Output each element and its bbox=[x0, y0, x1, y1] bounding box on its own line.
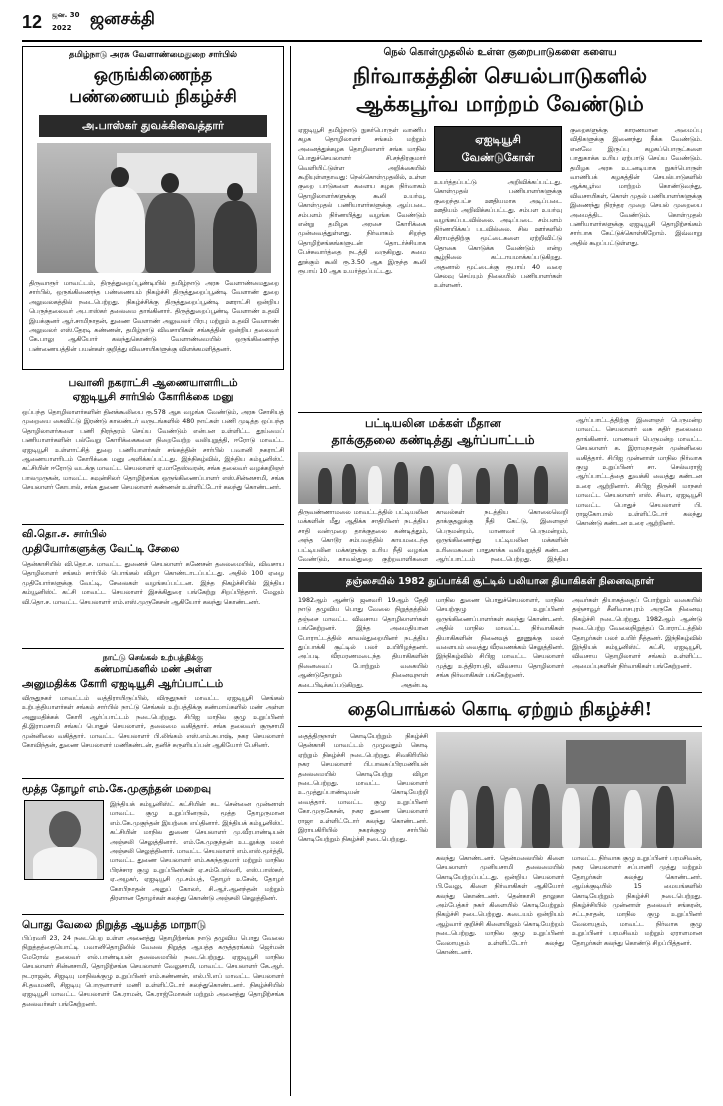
masthead-rule bbox=[22, 40, 702, 42]
left-divider-1 bbox=[22, 524, 284, 525]
gathering-8 bbox=[656, 786, 674, 848]
brick-headline: அனுமதிக்க கோரி ஏஐடியூசி ஆர்ப்பாட்டம் bbox=[22, 678, 224, 690]
right-divider-2 bbox=[298, 568, 702, 569]
lead-headline-1: நிர்வாகத்தின் செயல்பாடுகளில் bbox=[352, 63, 648, 88]
protester-8 bbox=[504, 464, 518, 504]
protest-headline-1: பட்டியலின மக்கள் மீதான bbox=[365, 416, 501, 430]
memorial-col-2: மாநில துணை பொதுச்செயலாளர், மாநில செயற்குழு உறுப்பினர் ஒருங்கிணைப்பாளர்கள் கலந்து கொண்டனர். அதில் மாநில மாவட்ட நிர்வாகிகள் தியாகிகளின் நினைவுத் தூணுக்கு மலர் வளையம் வைத்து வீரவணக்கம் செலுத்தினர். இந்நிகழ்வில் சிபிஐ மாவட்ட செயலாளர் முத்து உத்திராபதி, விவசாய தொழிலாளர் சங்க நிர்வாகிகள் பங்கேற்றனர். bbox=[436, 597, 564, 680]
gathering-5 bbox=[562, 788, 580, 848]
pongal-photo-building bbox=[566, 740, 686, 784]
memorial-col-1: 1982ஆம் ஆண்டு ஜனவரி 19ஆம் தேதி நாடு தழுவிய பொது வேலை நிறுத்தத்தில் தஞ்சை மாவட்ட விவசாய தொழிலாளர்கள் பங்கேற்றனர். இந்த அமைதியான போராட்டத்தில் காவல்துறையினர் நடத்திய துப்பாக்கி சூட்டில் பலர் உயிரிழந்தனர். அப்படி வீரமரணமடைந்த தியாகிகளின் நினைவைப் போற்றும் வகையில் ஆண்டுதோறும் நினைவுநாள் கடைபிடிக்கப்படுகிறது. அதன்படி bbox=[298, 597, 428, 688]
protester-7 bbox=[476, 468, 490, 504]
brick-body: விருதுநகர் மாவட்டம் வத்திராயிருப்பில், விருதுநகர் மாவட்ட ஏஐடியூசி செங்கல் உற்பத்தியாளர்கள் சங்கம் சார்பில் நாட்டு செங்கல் உற்பத்திக்கு கண்மாய்களில் மண் அள்ள அனுமதிக்கக் கோரி ஆர்ப்பாட்டம் நடைபெற்றது. சிபிஐ மாநில குழு உறுப்பினர் தி.இராமசாமி சங்கப் பொதுச் செயலாளர், தலைமை வகித்தார். சங்க தலைவர் குருசாமி முன்னிலை வகித்தார். மாவட்ட செயலாளர் பி.லிங்கம் எஸ்.எம்.சுபாஷ், நகர செயலாளர் கோவிந்தன், துணை செயலாளர் மணிகண்டன், தனிச் சுருளியப்பன் ஆகியோர் பேசினர். bbox=[22, 695, 284, 750]
protester-6 bbox=[448, 464, 462, 504]
date-line-2: 2022 bbox=[52, 24, 72, 32]
lead-col-1: ஏஐடியூசி தமிழ்நாடு நுகர்பொருள் வாணிப கழக தொழிலாளர் சங்கம் மற்றும் அனைத்துக்கழக தொழிலாளர் சங்க மாநில பொதுச்செயலாளர் சி.சந்திரகுமார் வெளியிட்டுள்ள அறிக்கையில் கூறியுள்ளதாவது: நெல்கொள்முதலில், உள்ள குறை பாடுகளை களைய கழக நிர்வாகம் தொழிலாளர்களுக்கு கூலி உயர்வு, கொள்முதல் பணியாளர்களுக்கு ஆய்படை சம்பளம் நிர்ணயித்து வழங்க வேண்டும் என்று தமிழக அரசை கோரிக்கை முன்வைத்துள்ளது. நிர்வாகம் சிறந்த தொழிற்சங்கங்களுடன் தொடர்ச்சியாக பேச்சுவார்த்தை நடத்தி வருகிறது. சுமை தூக்கும் கூலி ரூ.3.50 ஆக இருந்த கூலி ரூபாய் 10 ஆக உயர்த்தப்பட்டது. bbox=[298, 127, 426, 276]
right-divider-3 bbox=[298, 692, 702, 693]
bhavani-body: ஒப்பந்த தொழிலாளர்களின் தினக்கூலியை ரூ.578 ஆக வழங்க வேண்டும், அரசு சோசியத் முறையை கைவிட்டு இரண்டு காலண்டர் வருடங்களில் 480 நாட்கள் பணி முடித்த ஒப்பந்த தொழிலாளர்களை பணி நிரந்தரம் செய்ய வேண்டும் என்பன உள்ளிட்ட தூய்மைப் பணியாளர்களின் பல்வேறு கோரிக்கைகளை நிறைவேற்ற வலியுறுத்தி, ஈரோடு மாவட்ட ஏஐடியூசி உள்ளாட்சித் துறை பணியாளர்கள் சங்கத்தின் சார்பில் பவானி நகராட்சி ஆணையாளரிடம் கோரிக்கை மனு அளிக்கப்பட்டது. இந்நிகழ்வில், இந்திய கம்யூனிஸ்ட் கட்சியின் ஈரோடு வடக்கு மாவட்ட செயலாளர் ஏ.மாதேஸ்வரன், சங்க தலைவர் வழக்கறிஞர் பாலமுருகன், மாவட்ட கவுன்சிலர் தொழிற்சங்க ஒருங்கிணைப்பாளர் எஸ்.சின்னசாமி, சங்க செயலாளர் கோபால், சங்க துணை செயலாளர் கண்ணன் உள்ளிட்டோர் கலந்து கொண்டனர். bbox=[22, 409, 284, 492]
lead-side-box bbox=[434, 126, 562, 172]
masthead bbox=[22, 8, 702, 40]
pongal-photo bbox=[436, 732, 702, 848]
memorial-col-3: அவர்கள் தியாகத்தைப் போற்றும் வகையில் தஞ்சாவூர் சீனிவாசபுரம் அருகே நினைவு நிகழ்ச்சி நடைபெற்றது. 1982ஆம் ஆண்டு நடைபெற்ற வேலைநிறுத்தப் போராட்டத்தில் தோழர்கள் பலர் உயிர் நீத்தனர். இந்நிகழ்வில் இந்தியக் கம்யூனிஸ்ட் கட்சி, ஏஐடியூசி, விவசாய தொழிலாளர் சங்கம் உள்ளிட்ட அமைப்புகளின் நிர்வாகிகள் பங்கேற்றனர். bbox=[572, 597, 702, 670]
veshti-body: தென்காசியில் வி.தொ.ச. மாவட்ட துணைச் செயலாளர் கணேசன் தலைமையில், விவசாய தொழிலாளர் சங்கம் சார்பில் பொங்கல் விழா கொண்டாடப்பட்டது. அதில் 100 ஏழை முதியோர்களுக்கு வேட்டி, சேலைகள் வழங்கப்பட்டன. இந்த நிகழ்ச்சியில் இந்திய கம்யூனிஸ்ட் கட்சி மாவட்ட செயலாளர் இசக்கிதுரை பங்கேற்று சிறப்பித்தார். மேலும் வி.தொ.ச. மாவட்ட செயலாளர் எம்.எஸ்.முருகேசன் ஆகியோர் கலந்து கொண்டனர். bbox=[22, 561, 284, 606]
lead-article bbox=[298, 46, 702, 410]
left-divider-2 bbox=[22, 648, 284, 649]
protest-col-1: திருவண்ணாமலை மாவட்டத்தில் பட்டியலின மக்களின் மீது ஆதிக்க சாதியினர் நடத்திய சாதி வன்முறை தாக்குதலை கண்டித்தும், அந்த கொடூர சம்பவத்தில் காயமடைந்த பட்டியலின மக்களுக்கு உரிய நீதி வழங்க வேண்டும், காவல்துறை குற்றவாளிகளை bbox=[298, 509, 428, 564]
gathering-6 bbox=[592, 786, 610, 848]
lead-side-box-line-2: வேண்டுகோள் bbox=[461, 151, 535, 164]
person-1-head bbox=[111, 167, 129, 187]
veshti-headline-1: வி.தொ.ச. சார்பில் bbox=[22, 529, 107, 540]
lead-side-box-line-1: ஏஐடியூசி bbox=[475, 133, 521, 146]
pongal-headline: தைபொங்கல் கொடி ஏற்றும் நிகழ்ச்சி! bbox=[347, 699, 653, 720]
person-3-head bbox=[227, 183, 243, 201]
memorial-headline: தஞ்சையில் 1982 துப்பாக்கி சூட்டில் பலியான தியாகிகள் நினைவுநாள் bbox=[298, 572, 702, 592]
right-divider-1 bbox=[298, 412, 702, 413]
pongal-col-1: தைத்திருநாள் கொடியேற்றும் நிகழ்ச்சி தென்காசி மாவட்டம் முழுவதும் கொடி ஏற்றும் நிகழ்ச்சி நடைபெற்றது. சிவகிரியில் நகர செயலாளர் பி.பாலசுப்பிரமணியன் தலைமையில் கொடியேற்று விழா நடைபெற்றது. மாவட்ட செயலாளர் உ.முத்துப்பாண்டியன் கொடியேற்றி வைத்தார். மாவட்ட குழு உறுப்பினர் கோ.முருகேசன், நகர துணை செயலாளர் ராஜா உள்ளிட்டோர் கலந்து கொண்டனர். இராயகிரியில் நகரக்குழு சார்பில் கொடியேற்றும் நிகழ்ச்சி நடைபெற்றது. bbox=[298, 733, 428, 844]
obituary-body: இந்தியக் கம்யூனிஸ்ட் கட்சியின் கட சென்னை முன்னாள் மாவட்ட குழு உறுப்பினரும், மூத்த தோழருமான எம்.கே.முகுந்தன் இயற்கை எய்தினார். இந்தியக் கம்யூனிஸ்ட் கட்சியின் மாநில துணை செயலாளர் மு.வீரபாண்டியன் அஞ்சலி செலுத்தினார். எம்.கே.முகுந்தன் உடலுக்கு மலர் அஞ்சலி செலுத்தினார். மாவட்ட செயலாளர் எம்.எஸ்.மூர்த்தி, மாவட்ட துணை செயலாளர் எம்.சுகந்தகுமார் மற்றும் மாநில பிரச்சார குழு உறுப்பினர்கள் ஏ.சம்பேஸ்வரி, எஸ்.பாஸ்கர், ஏ.அழகர், ஏஐடியூசி மு.சம்பத், தோழர் உசேன், தோழர் கோபிநாதன் அனுப் கோலர், சி.ஆர்.ஆனந்தன் மற்றும் திரளான தோழர்கள் கலந்து கொண்டு அஞ்சலி செலுத்தினர். bbox=[110, 801, 284, 903]
brick-kicker-1: நாட்டு செங்கல் உற்பத்திக்கு bbox=[102, 653, 204, 662]
left-column bbox=[22, 46, 284, 1096]
person-3 bbox=[213, 201, 257, 273]
memorial-article bbox=[298, 572, 702, 690]
farming-photo bbox=[37, 143, 271, 273]
person-2 bbox=[145, 193, 195, 273]
protester-3 bbox=[368, 466, 382, 504]
left-divider-3 bbox=[22, 778, 284, 779]
obituary-headline: மூத்த தோழர் எம்.கே.முகுந்தன் மறைவு bbox=[22, 783, 212, 795]
date-line-1: ஜன. 30 bbox=[52, 11, 80, 19]
lead-headline-2: ஆக்கபூர்வ மாற்றம் வேண்டும் bbox=[356, 91, 644, 116]
column-divider bbox=[290, 46, 291, 1096]
protester-9 bbox=[534, 466, 548, 504]
protester-4 bbox=[394, 462, 408, 504]
gathering-3 bbox=[504, 788, 522, 848]
pongal-headline-rule bbox=[298, 726, 702, 727]
strike-headline: பொது வேலை நிறுத்த ஆயத்த மாநாடு bbox=[22, 919, 206, 931]
protester-1 bbox=[318, 468, 332, 504]
protest-col-2: காவல்கள் நடத்திய கொலைவெறி தாக்குதலுக்கு நீதி கேட்டு, இளைஞர் பெருமன்றம், மாணவர் பெருமன்றம், ஒருங்கிணைந்து பட்டியலின மக்களின் உரிமைகளை பாதுகாக்க வலியுறுத்தி கண்டன ஆர்ப்பாட்டம் நடைபெற்றது. இந்திய bbox=[436, 509, 568, 564]
farming-headline-2: பண்ணையம் நிகழ்ச்சி bbox=[69, 87, 237, 107]
pongal-col-2: கலந்து கொண்டனர். தென்மலையில் கிளை செயலாளர் முனியசாமி தலைமையில் கொடியேற்றப்பட்டது. ஒன்றிய செயலாளர் பி.வேலு, கிளை நிர்வாகிகள் ஆகியோர் கலந்து கொண்டனர். தென்காசி தாலுகா அம்பேத்கர் நகர் கிளையில் கொடியேற்றும் நிகழ்ச்சி நடைபெற்றது. கடையம் ஒன்றியம் ஆழ்வார் குறிச்சி கிளையிலும் கொடியேற்றம் நடைபெற்றது. மாநில குழு உறுப்பினர் வேலாயுதம் உள்ளிட்டோர் கலந்து கொண்டனர். bbox=[436, 855, 564, 957]
protester-2 bbox=[342, 464, 356, 504]
protest-col-3: ஆர்ப்பாட்டத்திற்கு இளைஞர் பெருமன்ற மாவட்ட செயலாளர் வசு கதிர் தலைமை தாங்கினார். மாணவர் பெருமன்ற மாவட்ட செயலாளர் க. இராமநாதன் முன்னிலை வகித்தார். சிபிஐ முன்னாள் மாநில நிர்வாக குழு உறுப்பினர் சா. செல்வராஜ் ஆர்ப்பாட்டத்தை துவக்கி வைத்து கண்டன உரை ஆற்றினார். சிபிஐ திருச்சி மாநகர் மாவட்ட செயலாளர் எஸ். சிவா, ஏஐடியூசி மாவட்ட பொதுச் செயலாளர் பி. ராஜகோபால் உள்ளிட்டோர் கலந்து கொண்டு கண்டன உரை ஆற்றினர். bbox=[576, 417, 702, 528]
lead-col-2: உயர்த்தப்பட்டு அறிவிக்கப்பட்டது. கொள்முதல் பணியாளர்களுக்கு குறைந்தபட்ச ஊதியமாக அடிப்படை ஊதியம் அறிவிக்கப்பட்டது. சம்பள உயர்வு வழங்கப்படவில்லை. அடிப்படை சம்பளம் நிர்ணயிக்கப் படவில்லை. சில ஊர்களில் கிராமத்திற்கு மூட்டைகளை ஏற்றிவிட்டு தொகை கொடுக்க வேண்டும் என்ற சூழ்நிலை கட்டாயமாக்கப்படுகிறது. அதனால் மூட்டைக்கு ரூபாய் 40 வரை செலவு செய்யும் நிலையில் பணியாளர்கள் உள்ளனர். bbox=[434, 179, 562, 290]
veshti-headline-2: முதியோர்களுக்கு வேட்டி சேலை bbox=[22, 543, 180, 555]
pongal-col-3: மாவட்ட நிர்வாக குழு உறுப்பினர் பரமசிவன், நகர செயலாளர் சப்பாணி முத்து மற்றும் தோழர்கள் கலந்து கொண்டனர். ஆய்க்குடியில் 15 மையங்களில் கொடியேற்றும் நிகழ்ச்சி நடைபெற்றது. நிகழ்ச்சியில் முன்னாள் தலைவர் சங்கரன், சட்டநாதன், மாநில குழு உறுப்பினர் வேலாயுதம், மாவட்ட நிர்வாக குழு உறுப்பினர் பரமசிவம் மற்றும் ஏராளமான தோழர்கள் கலந்து கொண்டு சிறப்பித்தனர். bbox=[572, 855, 702, 947]
protester-5 bbox=[420, 466, 434, 504]
person-1 bbox=[95, 187, 145, 273]
protest-headline-2: தாக்குதலை கண்டித்து ஆர்ப்பாட்டம் bbox=[331, 432, 535, 447]
paper-name: ஜனசக்தி bbox=[90, 9, 155, 29]
farming-banner: அ.பாஸ்கர் துவக்கிவைத்தார் bbox=[39, 115, 267, 137]
page-number: 12 bbox=[22, 12, 43, 32]
gathering-2 bbox=[476, 786, 494, 848]
farming-body: திருவாரூர் மாவட்டம், திருத்துறைப்பூண்டியில் தமிழ்நாடு அரசு வேளாண்மைதுறை சார்பில், ஒருங்கிணைந்த பண்ணையம் நிகழ்ச்சி திருத்துறைப்பூண்டி வேளாண் துறை அலுவலகத்தில் நடைபெற்றது. நிகழ்ச்சிக்கு திருத்துறைப்பூண்டி ஊராட்சி ஒன்றிய பெருந்தலைவர் அ.பாஸ்கர் தலைமை தாங்கினார். திருத்துறைப்பூண்டி வேளாண் உதவி இயக்குனர் ஆர்.சாமிநாதன், துணை வேளாண் அலுவலர் பிரபு மற்றும் உதவி வேளாண் அலுவலர் எஸ்.தேரடி கண்ணன், தமிழ்நாடு விவசாயிகள் சங்கத்தின் ஒன்றிய தலைவர் கே.பாலு ஆகியோர் கலந்துகொண்டு வேளாண்மையில் ஒருங்கிணைந்த பண்ணையத்தின் பயன்கள் குறித்து விவசாயிகளுக்கு விளக்கமளித்தனர். bbox=[29, 280, 279, 353]
protest-photo bbox=[298, 452, 568, 504]
gathering-4 bbox=[532, 784, 550, 848]
farming-kicker: தமிழ்நாடு அரசு வேளாண்மைதுறை சார்பில் bbox=[68, 50, 238, 60]
farming-headline-1: ஒருங்கிணைந்த bbox=[93, 65, 213, 85]
strike-body: பிப்ரவரி 23, 24 நடைபெற உள்ள அனைத்து தொழிற்சங்க நாடு தழுவிய பொது வேலை நிறுத்தத்தையொட்டி பவானிதொழிலில் வேலை நிறுத்த ஆயத்த கருத்தரங்கம் ஜெர்மன் மேரோவ் தலைவர் எல்.பாண்டியன் தலைமையில் நடைபெற்றது. ஏஐடியூசி மாநில செயலாளர் சின்னசாமி, தொழிற்சங்க செயலாளர் வேலுசாமி, மாவட்ட செயலாளர் கே.ஆர். நடராஜன், சிஐடியு மாநிலக்குழு உறுப்பினர் எம்.கண்ணன், எல்.பி.எப் மாவட்ட செயலாளர் சி.தவமணி, சிஐடியு பொருளாளர் மணி உள்ளிட்டோர் கலந்துகொண்டனர். நிகழ்ச்சியில் ஏஐடியூசி மாவட்ட செயலாளர் கே.ராமன், கே.ராஜ்மோகன் மற்றும் அனைத்து தொழிற்சங்க தலைவர்கள் பங்கேற்றனர். bbox=[22, 935, 284, 1008]
article-farming-box bbox=[22, 46, 284, 370]
gathering-7 bbox=[624, 790, 642, 848]
protest-article bbox=[298, 416, 702, 566]
person-2-head bbox=[161, 173, 179, 193]
pongal-article bbox=[298, 696, 702, 1096]
brick-kicker-2: கண்மாய்களில் மண் அள்ள bbox=[94, 664, 212, 675]
bhavani-headline-2: ஏஐடியூசி சார்பில் கோரிக்கை மனு bbox=[72, 391, 234, 403]
lead-kicker: நெல் கொள்முதலில் உள்ள குறைபாடுகளை களைய bbox=[383, 47, 617, 58]
lead-col-3: குறைகளுக்கு காரணமான அமைப்பு விதிகளுக்கு இணைந்து நீக்க வேண்டும். எனவே இருப்பு கழகப்பொருட்களை பாதுகாக்க உரிய ஏற்பாடு செய்ய வேண்டும். தமிழக அரசு உடனடியாக நுகர்பொருள் வாணிபக் கழகத்தின் செயல்பாடுகளில் ஆக்கபூர்வ மாற்றம் கொண்டுவந்து, விவசாயிகள், கொள் முதல் பணியாளர்களுக்கு இணைந்து நிரந்தர முறை செயல் முறையை அமைத்திட வேண்டும். கொள்முதல் பணியாளர்களுக்கு ஏஐடியூசி தொழிற்சங்கம் சார்பாக கேட்டுக்கொள்கிறோம். இவ்வாறு அதில் கூறப்பட்டுள்ளது. bbox=[570, 127, 702, 247]
left-divider-4 bbox=[22, 914, 284, 915]
gathering-1 bbox=[450, 790, 468, 848]
bhavani-headline-1: பவானி நகராட்சி ஆணையாளரிடம் bbox=[68, 377, 238, 389]
